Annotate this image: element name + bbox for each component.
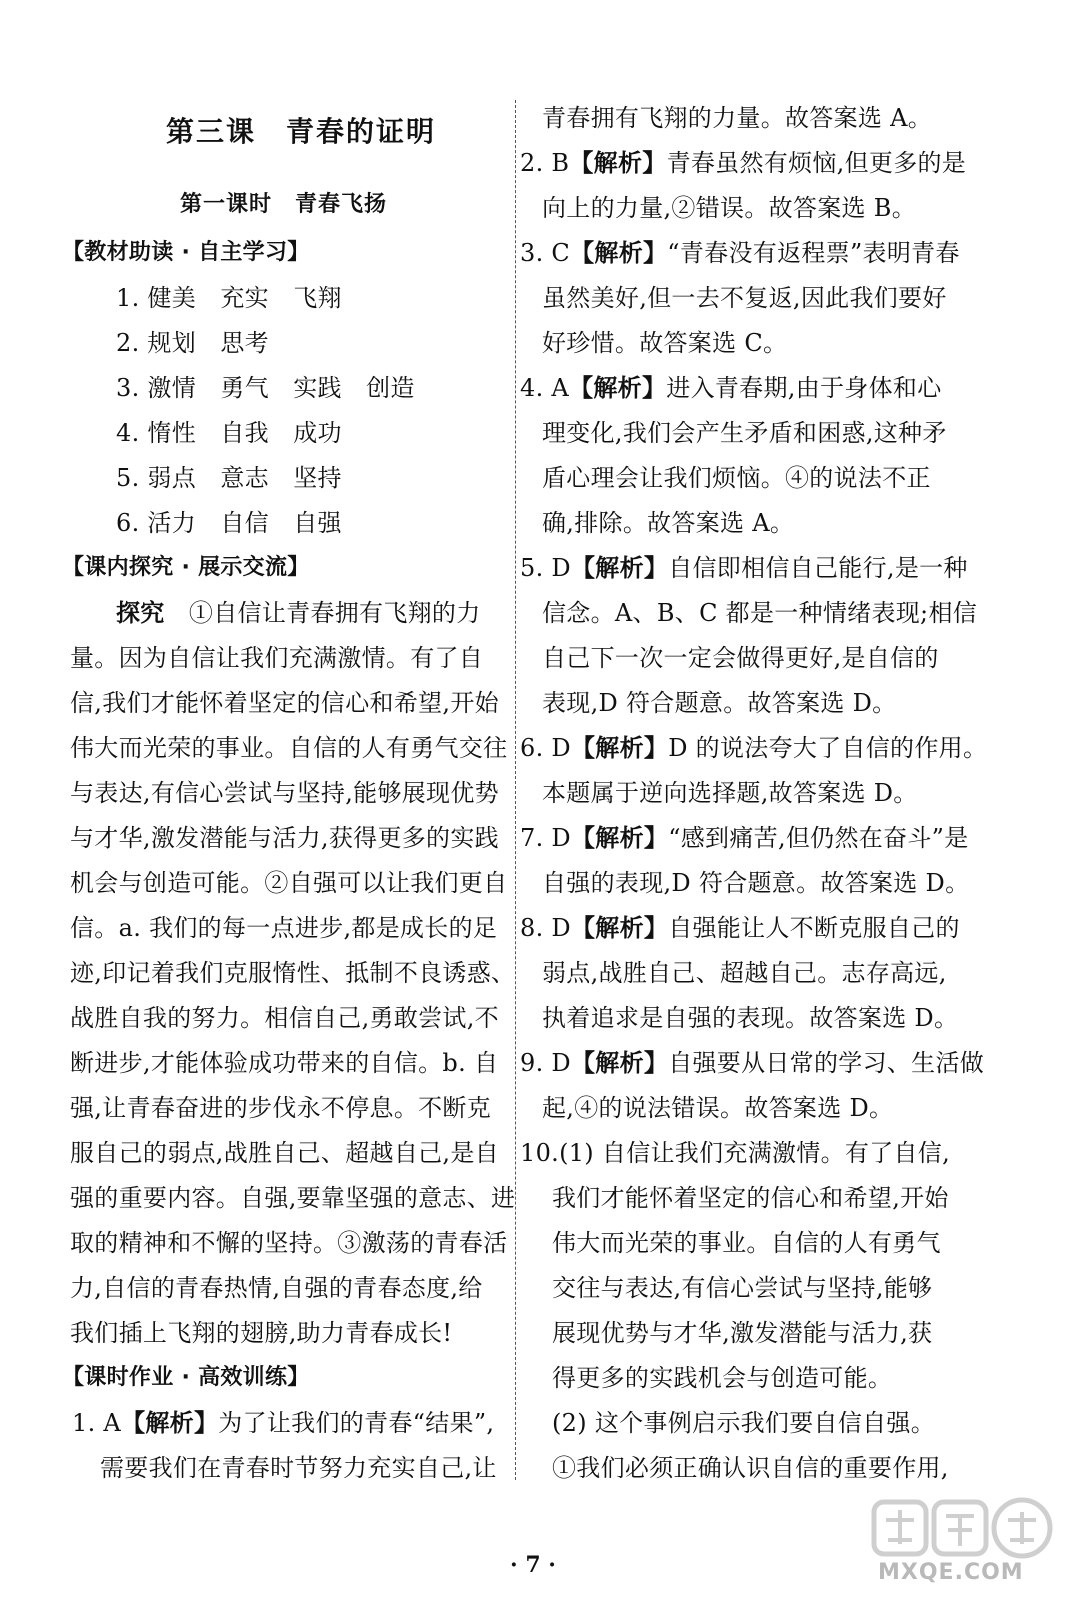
answer-number: 3. C	[520, 239, 571, 267]
analysis-tag: 【解析】	[570, 239, 668, 267]
answer-continuation: 信念。A、B、C 都是一种情绪表现;相信	[542, 599, 978, 627]
answer-continuation: 虽然美好,但一去不复返,因此我们要好	[542, 284, 947, 312]
explore-line: 与才华,激发潜能与活力,获得更多的实践	[70, 824, 499, 852]
answer-number: 7. D	[520, 824, 571, 852]
reading-item: 2. 规划 思考	[116, 329, 269, 357]
answer-text: 自强能让人不断克服自己的	[668, 914, 960, 942]
answer-continuation: 自己下一次一定会做得更好,是自信的	[542, 644, 939, 672]
reading-item: 1. 健美 充实 飞翔	[116, 284, 342, 312]
answer-continuation: 执着追求是自强的表现。故答案选 D。	[542, 1004, 959, 1032]
explore-line: 战胜自我的努力。相信自己,勇敢尝试,不	[70, 1004, 499, 1032]
analysis-tag: 【解析】	[570, 824, 669, 852]
answer-number: 10.	[520, 1139, 560, 1167]
answer-continuation: 得更多的实践机会与创造可能。	[552, 1364, 893, 1392]
explore-line: 我们插上飞翔的翅膀,助力青春成长!	[70, 1319, 453, 1347]
answer-continuation: 交往与表达,有信心尝试与坚持,能够	[552, 1274, 933, 1302]
explore-line: 伟大而光荣的事业。自信的人有勇气交往	[70, 734, 508, 762]
explore-line: ①自信让青春拥有飞翔的力	[188, 599, 481, 627]
explore-line: 量。因为自信让我们充满激情。有了自	[70, 644, 484, 672]
answer-continuation: 起,④的说法错误。故答案选 D。	[542, 1094, 894, 1122]
answer-item	[520, 1138, 950, 1168]
answer-continuation: 盾心理会让我们烦恼。④的说法不正	[542, 464, 931, 492]
answer-number: 2. B	[520, 149, 570, 177]
explore-line: 与表达,有信心尝试与坚持,能够展现优势	[70, 779, 499, 807]
answer-item	[520, 913, 960, 943]
answer-continuation: 表现,D 符合题意。故答案选 D。	[542, 689, 897, 717]
answer-continuation: 向上的力量,②错误。故答案选 B。	[542, 194, 916, 222]
section-homework-heading: 【课时作业 · 高效训练】	[62, 1365, 310, 1390]
answer-number: 1. A	[72, 1409, 122, 1437]
explore-line: 信。a. 我们的每一点进步,都是成长的足	[70, 914, 498, 942]
column-divider	[515, 100, 516, 1480]
explore-line: 强,让青春奋进的步伐永不停息。不断克	[70, 1094, 492, 1122]
explore-line: 断进步,才能体验成功带来的自信。b. 自	[70, 1049, 499, 1077]
reading-item: 5. 弱点 意志 坚持	[116, 464, 342, 492]
answer-continuation: 理变化,我们会产生矛盾和困惑,这种矛	[542, 419, 947, 447]
reading-item: 4. 惰性 自我 成功	[116, 419, 342, 447]
answer-continuation: 需要我们在青春时节努力充实自己,让	[100, 1454, 497, 1482]
analysis-tag: 【解析】	[570, 554, 669, 582]
answer-text: (1) 自信让我们充满激情。有了自信,	[559, 1139, 951, 1167]
answer-q1	[72, 1408, 494, 1438]
answer-item	[520, 733, 987, 763]
answer-text: 自强要从日常的学习、生活做	[668, 1049, 985, 1077]
answer-continuation: 青春拥有飞翔的力量。故答案选 A。	[542, 104, 933, 132]
answer-continuation: ①我们必须正确认识自信的重要作用,	[552, 1454, 949, 1482]
lesson-title: 第三课 青春的证明	[166, 115, 437, 148]
analysis-tag: 【解析】	[569, 149, 667, 177]
explore-label: 探究	[116, 599, 165, 627]
analysis-tag: 【解析】	[570, 1049, 669, 1077]
answer-text: “感到痛苦,但仍然在奋斗”是	[668, 824, 969, 852]
explore-line: 强的重要内容。自强,要靠坚强的意志、进	[70, 1184, 516, 1212]
answer-text: 为了让我们的青春“结果”,	[218, 1409, 495, 1437]
answer-item	[520, 1048, 984, 1078]
explore-line: 迹,印记着我们克服惰性、抵制不良诱惑、	[70, 959, 516, 987]
explore-line-first	[116, 598, 481, 628]
answer-text: “青春没有返程票”表明青春	[667, 239, 960, 267]
answer-continuation: 好珍惜。故答案选 C。	[542, 329, 788, 357]
answer-number: 6. D	[520, 734, 571, 762]
answer-item	[520, 823, 969, 853]
answer-continuation: 伟大而光荣的事业。自信的人有勇气	[552, 1229, 941, 1257]
reading-item: 3. 激情 勇气 实践 创造	[116, 374, 415, 402]
period-title: 第一课时 青春飞扬	[180, 192, 388, 217]
analysis-tag: 【解析】	[121, 1409, 219, 1437]
answer-number: 5. D	[520, 554, 571, 582]
answer-continuation: 本题属于逆向选择题,故答案选 D。	[542, 779, 918, 807]
explore-line: 机会与创造可能。②自强可以让我们更自	[70, 869, 508, 897]
reading-item: 6. 活力 自信 自强	[116, 509, 342, 537]
explore-line: 力,自信的青春热情,自强的青春态度,给	[70, 1274, 483, 1302]
analysis-tag: 【解析】	[570, 734, 669, 762]
answer-continuation: 确,排除。故答案选 A。	[542, 509, 795, 537]
answer-number: 9. D	[520, 1049, 571, 1077]
answer-continuation: 自强的表现,D 符合题意。故答案选 D。	[542, 869, 970, 897]
explore-line: 服自己的弱点,战胜自己、超越自己,是自	[70, 1139, 499, 1167]
watermark-text: MXQE.COM	[878, 1560, 1024, 1585]
analysis-tag: 【解析】	[570, 914, 669, 942]
answer-text: D 的说法夸大了自信的作用。	[668, 734, 988, 762]
answer-continuation: (2) 这个事例启示我们要自信自强。	[552, 1409, 936, 1437]
answer-continuation: 展现优势与才华,激发潜能与活力,获	[552, 1319, 933, 1347]
answer-continuation: 弱点,战胜自己、超越自己。志存高远,	[542, 959, 947, 987]
section-explore-heading: 【课内探究 · 展示交流】	[62, 555, 310, 580]
answer-text: 自信即相信自己能行,是一种	[668, 554, 968, 582]
answer-text: 青春虽然有烦恼,但更多的是	[666, 149, 967, 177]
answer-continuation: 我们才能怀着坚定的信心和希望,开始	[552, 1184, 949, 1212]
answer-text: 进入青春期,由于身体和心	[666, 374, 942, 402]
answer-item	[520, 373, 942, 403]
page-number: · 7 ·	[510, 1552, 556, 1578]
answer-item	[520, 553, 968, 583]
analysis-tag: 【解析】	[569, 374, 667, 402]
answer-number: 4. A	[520, 374, 570, 402]
section-textbook-heading: 【教材助读 · 自主学习】	[62, 240, 310, 265]
explore-line: 信,我们才能怀着坚定的信心和希望,开始	[70, 689, 499, 717]
answer-item	[520, 238, 960, 268]
answer-item	[520, 148, 966, 178]
explore-line: 取的精神和不懈的坚持。③激荡的青春活	[70, 1229, 508, 1257]
answer-number: 8. D	[520, 914, 571, 942]
